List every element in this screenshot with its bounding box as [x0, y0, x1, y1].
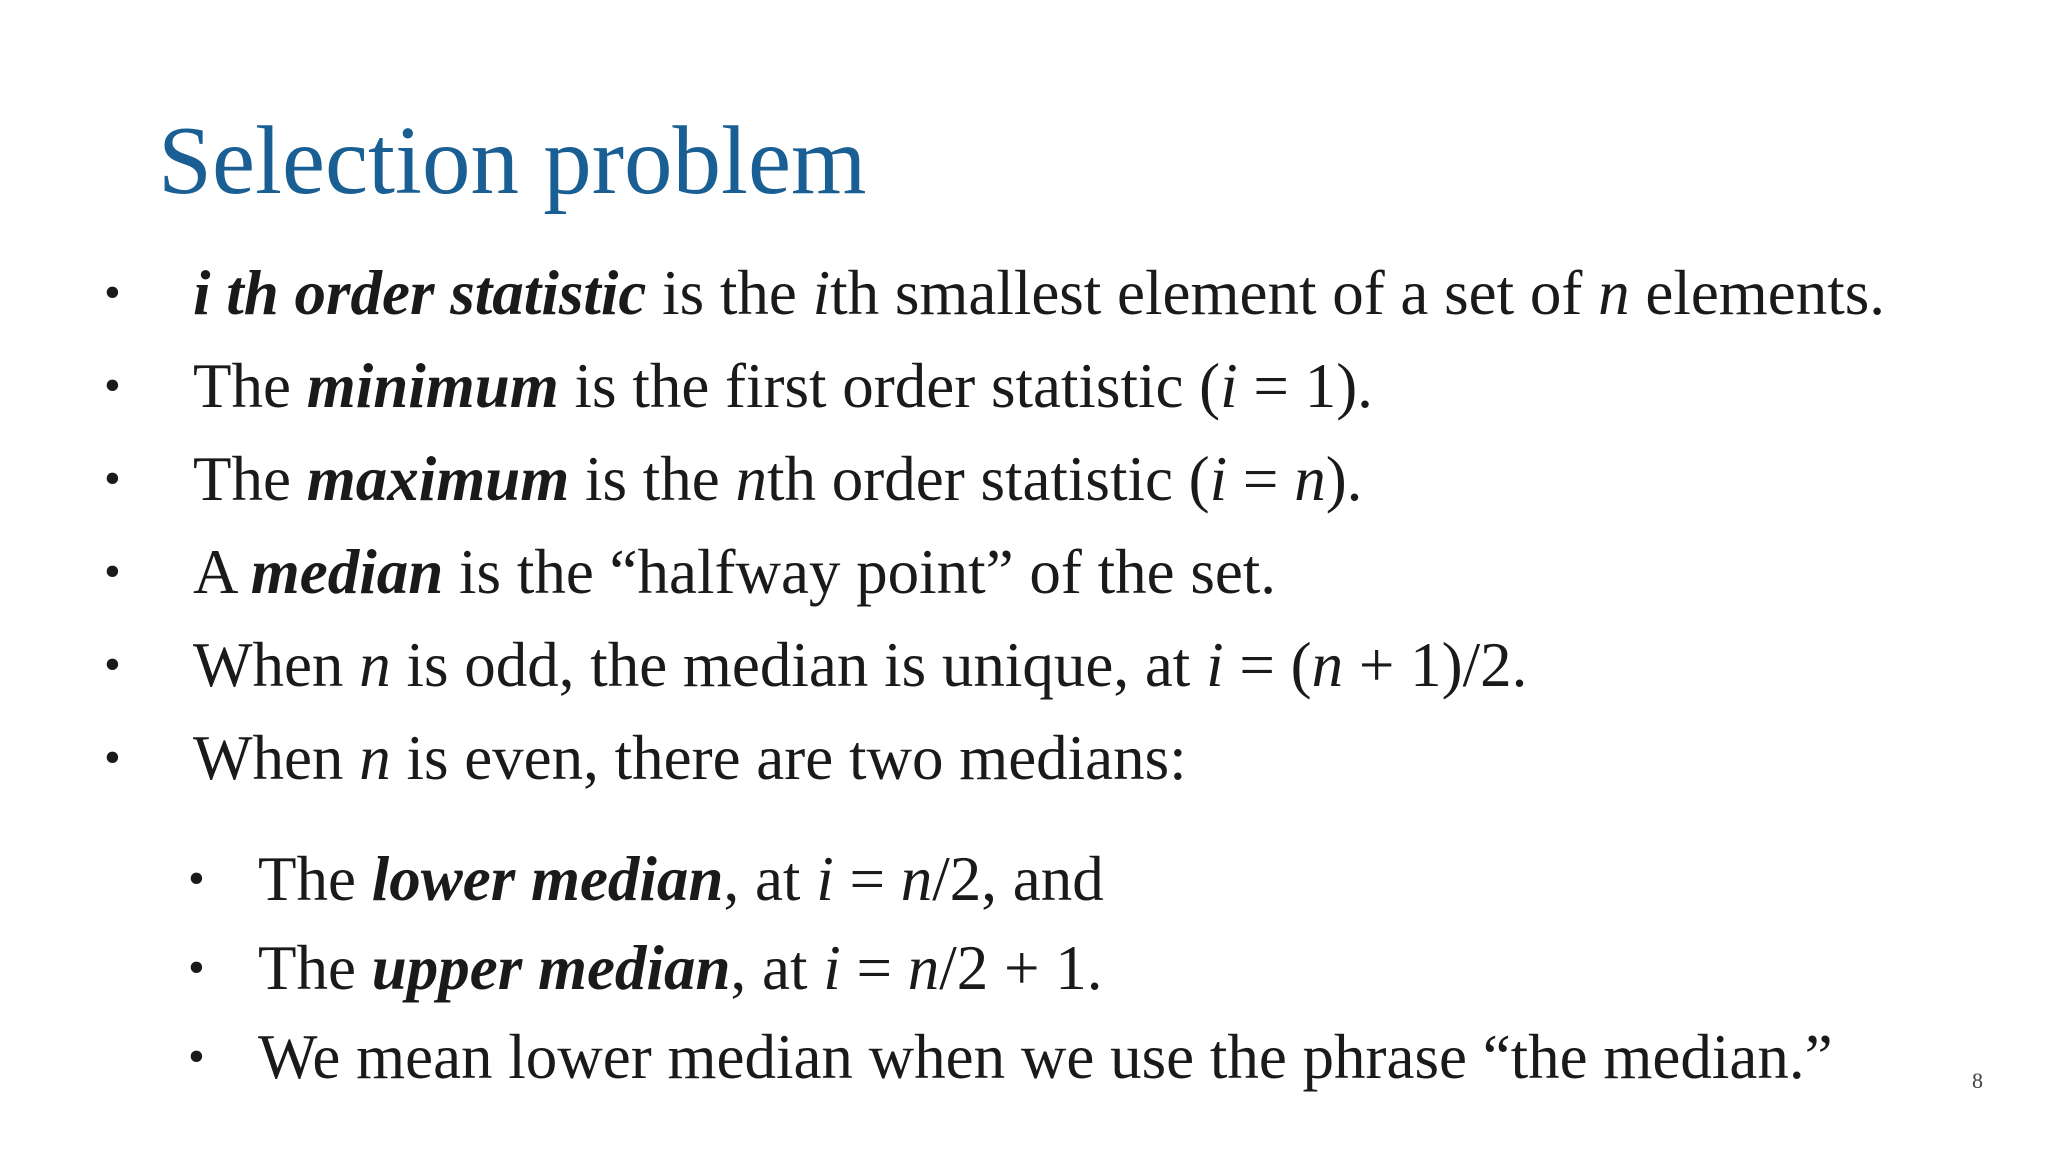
bullet-term: i th order statistic — [193, 258, 647, 328]
bullet-segment: is even, there are two medians: — [390, 723, 1187, 793]
bullet-segment: We mean lower median when we use the phrase “the median.” — [258, 1022, 1833, 1092]
bullet-term: maximum — [306, 444, 570, 514]
slide-title: Selection problem — [158, 107, 867, 214]
math-variable: n — [1598, 258, 1630, 328]
bullet-dot: • — [104, 266, 121, 319]
bullet-segment: is the — [569, 444, 736, 514]
math-variable: i — [816, 844, 834, 914]
bullet-dot: • — [104, 452, 121, 505]
bullet-text — [193, 439, 1362, 519]
math-variable: i — [1209, 444, 1228, 514]
bullet-segment: /2, and — [932, 844, 1104, 914]
bullet-text — [193, 625, 1527, 705]
bullet-segment: The — [193, 351, 307, 421]
bullet-dot: • — [188, 852, 205, 905]
bullet-term: lower median — [371, 844, 724, 914]
bullet-segment: is the first order statistic ( — [558, 351, 1221, 421]
math-variable: n — [907, 933, 940, 1003]
bullet-segment: + 1)/2. — [1343, 630, 1528, 700]
bullet-dot: • — [188, 941, 205, 994]
bullet-segment: = — [833, 844, 901, 914]
bullet-segment: When — [193, 723, 360, 793]
bullet-term: upper median — [371, 933, 731, 1003]
bullet-segment: , at — [723, 844, 817, 914]
bullet-dot: • — [104, 545, 121, 598]
bullet-text — [258, 1017, 1833, 1097]
bullet-text — [193, 718, 1187, 798]
bullet-segment: /2 + 1. — [939, 933, 1103, 1003]
bullet-segment: is odd, the median is unique, at — [390, 630, 1207, 700]
bullet-segment: th smallest element of a set of — [830, 258, 1599, 328]
bullet-segment: th order statistic ( — [767, 444, 1210, 514]
bullet-segment: The — [258, 933, 372, 1003]
bullet-segment: = — [840, 933, 908, 1003]
bullet-text — [193, 532, 1276, 612]
math-variable: n — [359, 630, 391, 700]
bullet-dot: • — [188, 1030, 205, 1083]
bullet-segment: is the “halfway point” of the set. — [443, 537, 1277, 607]
bullet-term: median — [250, 537, 444, 607]
math-variable: i — [1206, 630, 1224, 700]
bullet-segment: A — [193, 537, 251, 607]
math-variable: n — [735, 444, 768, 514]
math-variable: n — [1311, 630, 1344, 700]
bullet-dot: • — [104, 731, 121, 784]
math-variable: n — [900, 844, 933, 914]
bullet-segment: The — [258, 844, 372, 914]
bullet-segment: = ( — [1223, 630, 1312, 700]
bullet-text — [258, 839, 1104, 919]
bullet-segment: The — [193, 444, 307, 514]
page-number: 8 — [1972, 1068, 1983, 1093]
bullet-segment: ). — [1325, 444, 1363, 514]
bullet-dot: • — [104, 638, 121, 691]
bullet-text — [193, 346, 1373, 426]
bullet-segment: is the — [646, 258, 813, 328]
math-variable: i — [1220, 351, 1238, 421]
math-variable: n — [1294, 444, 1326, 514]
bullet-text — [193, 253, 1885, 333]
bullet-segment: , at — [730, 933, 824, 1003]
bullet-text — [258, 928, 1103, 1008]
bullet-segment: = — [1227, 444, 1295, 514]
bullet-segment: When — [193, 630, 360, 700]
math-variable: n — [359, 723, 391, 793]
bullet-term: minimum — [306, 351, 559, 421]
math-variable: i — [823, 933, 841, 1003]
bullet-dot: • — [104, 359, 121, 412]
math-variable: i — [812, 258, 831, 328]
bullet-segment: = 1). — [1237, 351, 1373, 421]
bullet-segment: elements. — [1629, 258, 1886, 328]
